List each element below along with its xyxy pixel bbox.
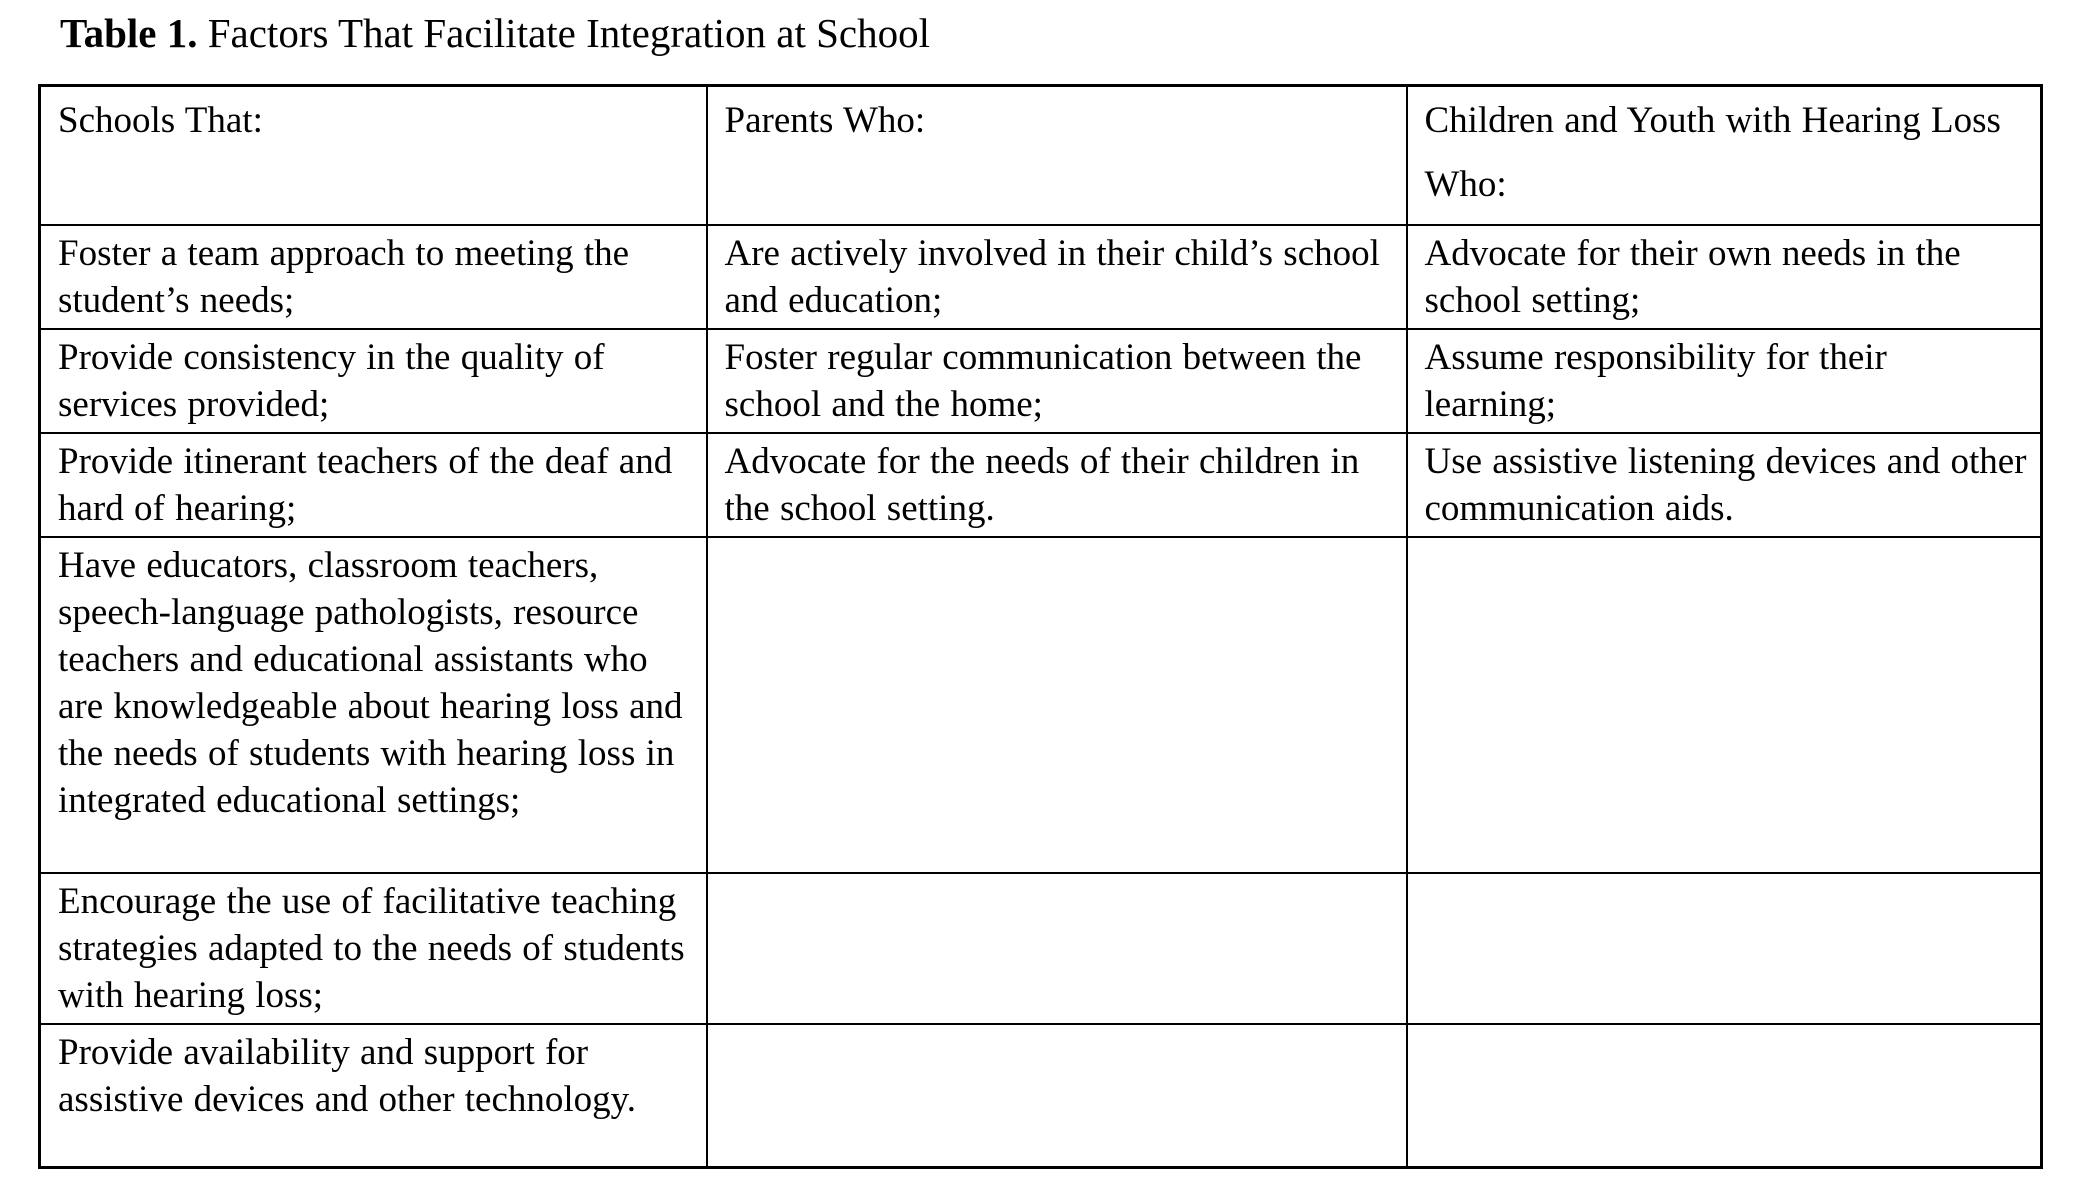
cell-schools: Have educators, classroom teachers, speech-language pathologists, resource teachers and educational assistants who are knowledgeable about hearing loss and the needs of students with hearing loss in integrated educational settings; [40, 537, 707, 873]
table-row [40, 433, 2042, 537]
cell-schools: Provide consistency in the quality of services provided; [40, 329, 707, 433]
table-row [40, 1024, 2042, 1167]
table-row [40, 329, 2042, 433]
table-title-label: Table 1. [60, 10, 198, 56]
cell-parents [707, 537, 1407, 873]
table-title-text: Factors That Facilitate Integration at School [197, 10, 930, 56]
cell-parents: Advocate for the needs of their children in the school setting. [707, 433, 1407, 537]
cell-schools: Provide itinerant teachers of the deaf and hard of hearing; [40, 433, 707, 537]
cell-schools: Foster a team approach to meeting the student’s needs; [40, 225, 707, 329]
cell-children: Assume responsibility for their learning; [1407, 329, 2042, 433]
column-header-schools: Schools That: [40, 86, 707, 226]
cell-parents: Are actively involved in their child’s school and education; [707, 225, 1407, 329]
cell-children [1407, 1024, 2042, 1167]
cell-schools: Encourage the use of facilitative teaching strategies adapted to the needs of students with hearing loss; [40, 873, 707, 1024]
cell-children [1407, 537, 2042, 873]
cell-parents: Foster regular communication between the school and the home; [707, 329, 1407, 433]
cell-parents [707, 1024, 1407, 1167]
header-row [40, 86, 2042, 226]
table-row [40, 537, 2042, 873]
cell-children [1407, 873, 2042, 1024]
factors-table [38, 84, 2043, 1169]
cell-parents [707, 873, 1407, 1024]
column-header-parents: Parents Who: [707, 86, 1407, 226]
cell-children: Advocate for their own needs in the school setting; [1407, 225, 2042, 329]
table-title [60, 8, 2083, 58]
table-row [40, 873, 2042, 1024]
column-header-children: Children and Youth with Hearing Loss Who: [1407, 86, 2042, 226]
table-row [40, 225, 2042, 329]
cell-children: Use assistive listening devices and other communication aids. [1407, 433, 2042, 537]
cell-schools: Provide availability and support for assistive devices and other technology. [40, 1024, 707, 1167]
